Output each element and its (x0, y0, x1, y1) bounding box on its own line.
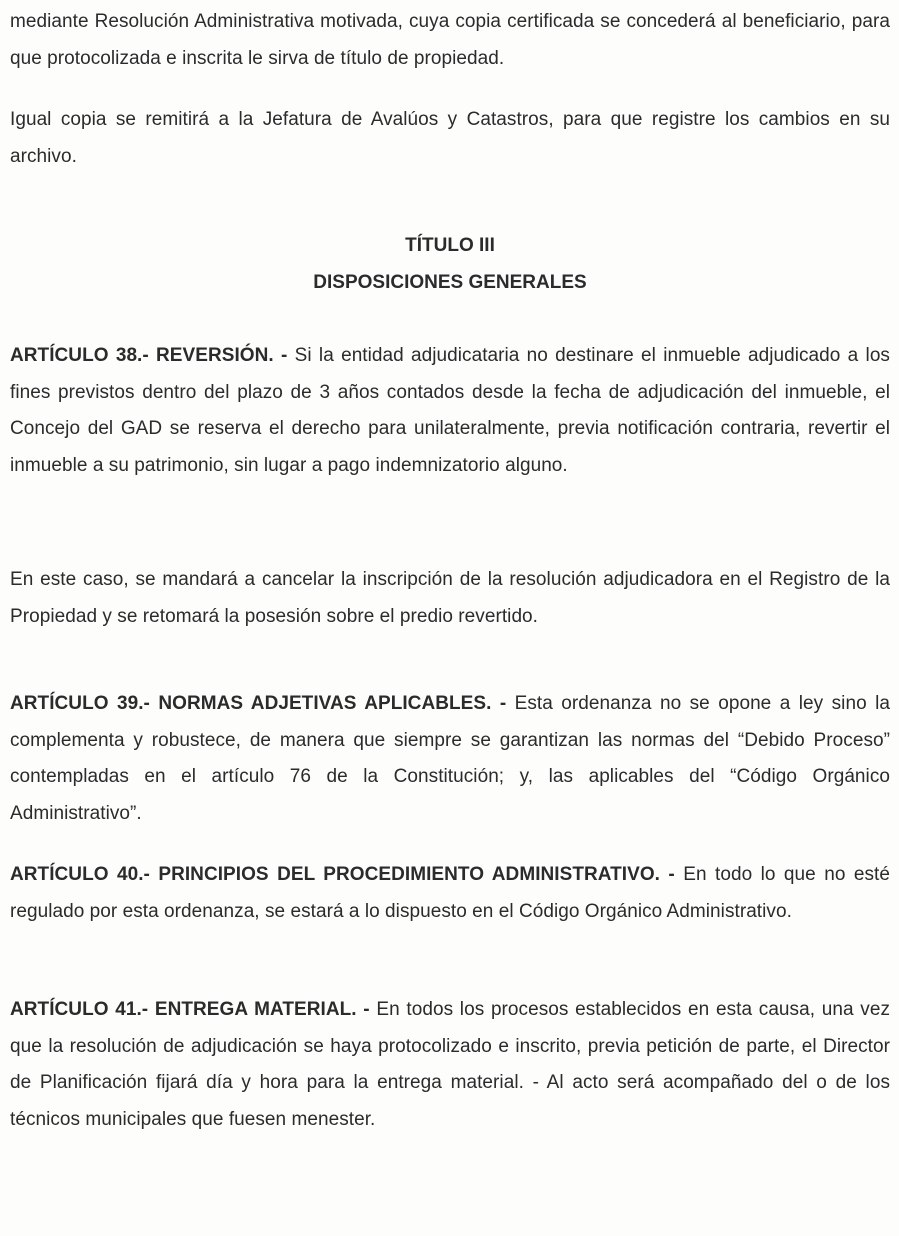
article-39-text: Esta ordenanza no se opone a ley sino la complementa y robustece, de manera que siempre se garantizan las normas del “Debido Proceso” contempladas en el artículo 76 de la Constitución; y, las aplicables del “Código Orgánico Administrativo”. (10, 693, 890, 824)
article-41-heading: ARTÍCULO 41.- ENTREGA MATERIAL. - (10, 999, 370, 1020)
article-40-text: En todo lo que no esté regulado por esta ordenanza, se estará a lo dispuesto en el Código Orgánico Administrativo. (10, 864, 890, 922)
article-38-paragraph-2: En este caso, se mandará a cancelar la inscripción de la resolución adjudicadora en el Registro de la Propiedad y se retomará la posesión sobre el predio revertido. (10, 569, 890, 627)
section-title: TÍTULO III (405, 235, 495, 256)
section-subtitle: DISPOSICIONES GENERALES (313, 272, 587, 293)
article-39-heading: ARTÍCULO 39.- NORMAS ADJETIVAS APLICABLES. - (10, 693, 507, 714)
article-41 (10, 992, 890, 1138)
paragraph-resolucion: mediante Resolución Administrativa motivada, cuya copia certificada se concederá al beneficiario, para que protocolizada e inscrita le sirva de título de propiedad. (10, 11, 890, 69)
article-38 (10, 338, 890, 484)
article-38-text: Si la entidad adjudicataria no destinare el inmueble adjudicado a los fines previstos dentro del plazo de 3 años contados desde la fecha de adjudicación del inmueble, el Concejo del GAD se reserva el derecho para unilateralmente, previa notificación contraria, revertir el inmueble a su patrimonio, sin lugar a pago indemnizatorio alguno. (10, 345, 890, 476)
paragraph-copia: Igual copia se remitirá a la Jefatura de Avalúos y Catastros, para que registre los cambios en su archivo. (10, 109, 890, 167)
article-39 (10, 686, 890, 832)
article-38-heading: ARTÍCULO 38.- REVERSIÓN. - (10, 345, 288, 366)
article-41-text: En todos los procesos establecidos en esta causa, una vez que la resolución de adjudicación se haya protocolizado e inscrito, previa petición de parte, el Director de Planificación fijará día y hora para la entrega material. - Al acto será acompañado del o de los técnicos municipales que fuesen menester. (10, 999, 890, 1130)
article-40-heading: ARTÍCULO 40.- PRINCIPIOS DEL PROCEDIMIENTO ADMINISTRATIVO. - (10, 864, 675, 885)
article-40 (10, 857, 890, 930)
